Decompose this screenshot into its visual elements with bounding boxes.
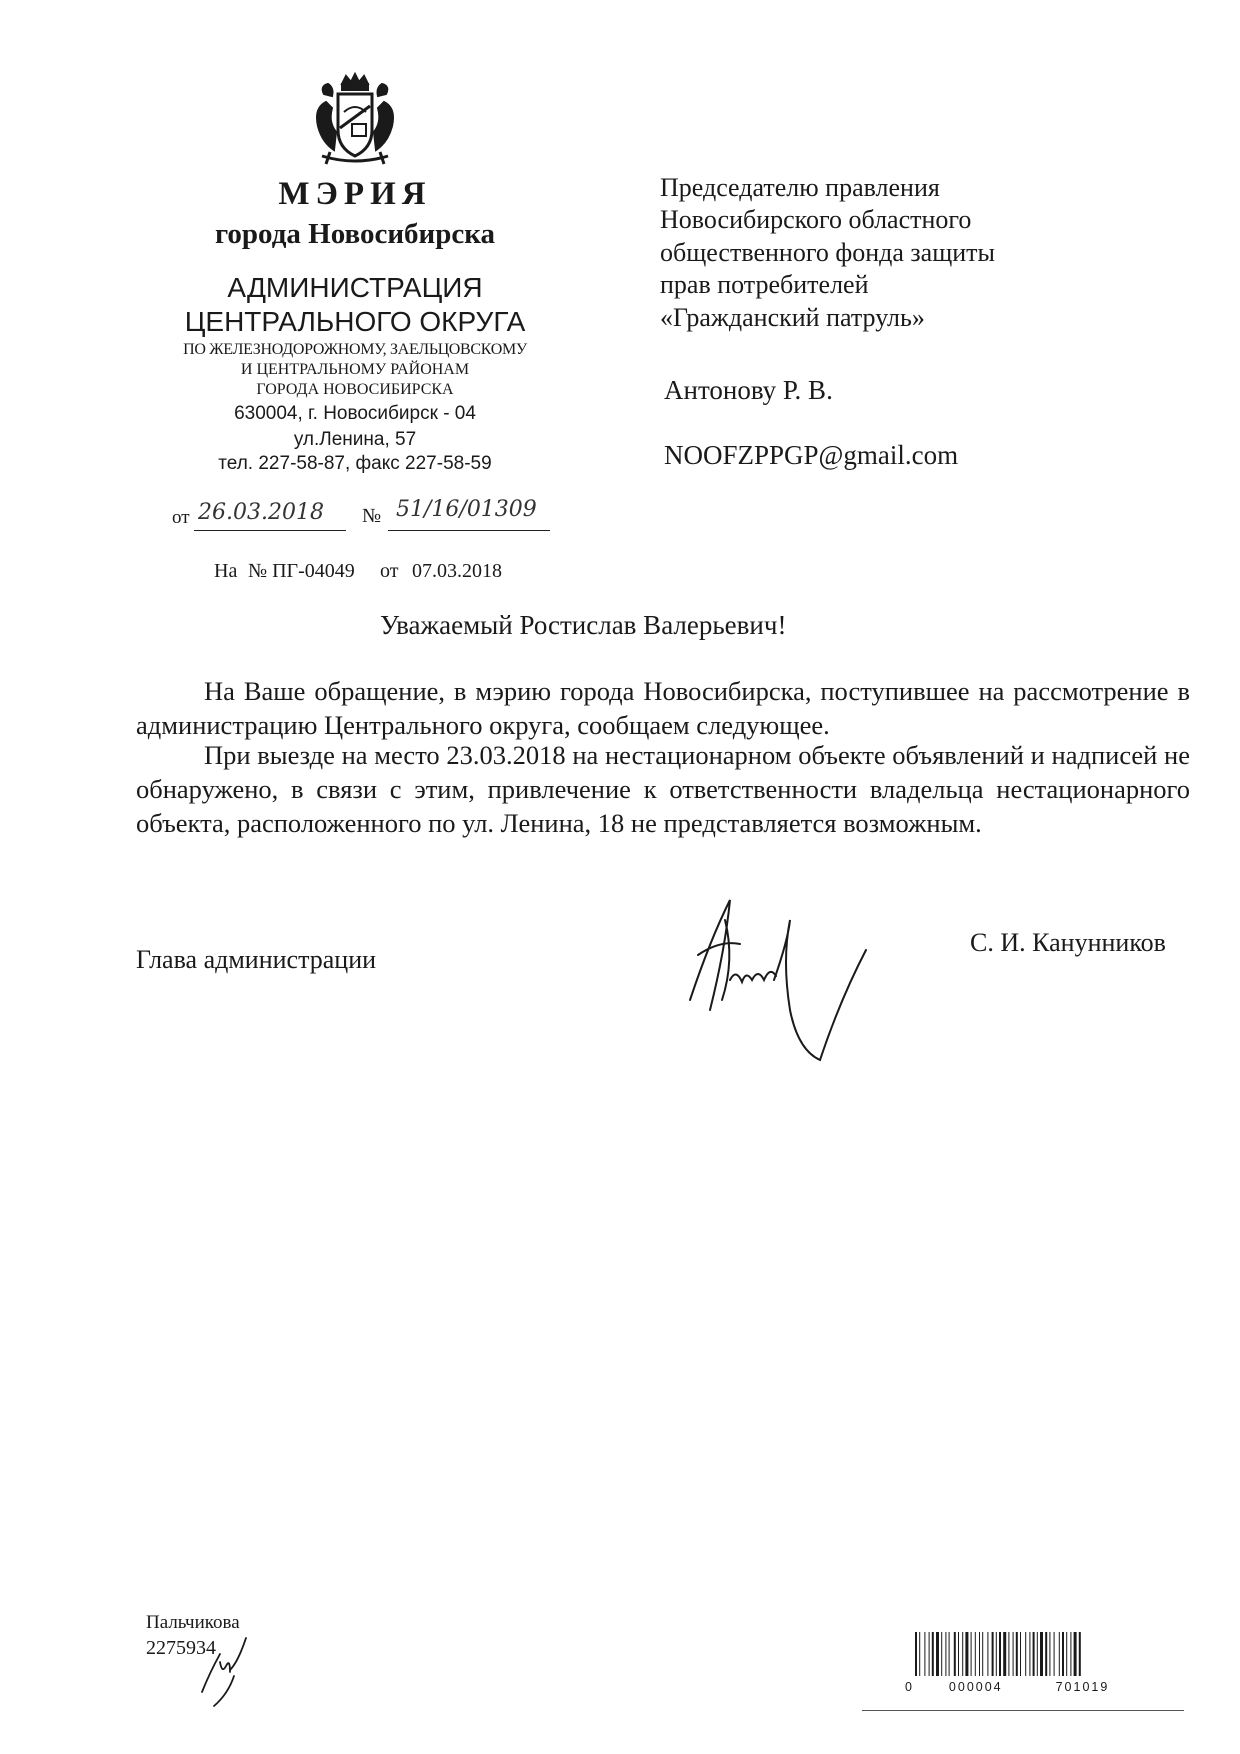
recipient-line: Новосибирского областного <box>660 205 972 234</box>
barcode-bar <box>987 1632 988 1676</box>
barcode-bar <box>1062 1632 1064 1676</box>
signatory-title: Глава администрации <box>136 945 377 974</box>
barcode-bar <box>919 1632 920 1676</box>
city-coat-of-arms-icon <box>304 72 407 172</box>
barcode-bar <box>924 1632 925 1676</box>
barcode-bar <box>992 1632 994 1676</box>
org-title: МЭРИЯ <box>278 176 432 212</box>
barcode-bar <box>1037 1632 1038 1676</box>
admin-name-line: АДМИНИСТРАЦИЯ <box>227 272 483 303</box>
signatory-name: С. И. Канунников <box>970 928 1166 957</box>
barcode-digit-group: 0 <box>905 1680 914 1694</box>
registration-date-line <box>194 530 346 531</box>
barcode-bar <box>999 1632 1001 1676</box>
registration-number-label: № <box>362 505 382 527</box>
barcode-bar <box>941 1632 942 1676</box>
contact-line: тел. 227-58-87, факс 227-58-59 <box>218 453 492 474</box>
barcode-bar <box>1008 1632 1009 1676</box>
barcode-bar <box>996 1632 997 1676</box>
executor-initials <box>190 1622 280 1712</box>
admin-name-line: ГОРОДА НОВОСИБИРСКА <box>256 381 454 398</box>
admin-name-line: ПО ЖЕЛЕЗНОДОРОЖНОМУ, ЗАЕЛЬЦОВСКОМУ <box>183 341 527 358</box>
recipient-email: NOOFZPPGP@gmail.com <box>664 440 959 470</box>
barcode-bar <box>945 1632 946 1676</box>
barcode-bar <box>932 1632 934 1676</box>
salutation: Уважаемый Ростислав Валерьевич! <box>380 610 787 640</box>
barcode-bar <box>1020 1632 1021 1676</box>
barcode-bar <box>1045 1632 1047 1676</box>
barcode-bar <box>1054 1632 1055 1676</box>
registration-date: 26.03.2018 <box>198 500 324 525</box>
barcode-bar <box>1003 1632 1006 1676</box>
body-paragraph: При выезде на место 23.03.2018 на нестационарном объекте объявлений и надписей не обнаружено, в связи с этим, привлечение к ответственности владельца нестационарного объекта, расположенного по ул. Ленина, 18 не представляется возможным. <box>136 740 1190 838</box>
barcode-bar <box>1025 1632 1026 1676</box>
barcode-digit-group: 701019 <box>1055 1680 1110 1694</box>
barcode-bar <box>965 1632 968 1676</box>
barcode-bar <box>1074 1632 1077 1676</box>
registration-number: 51/16/01309 <box>396 497 537 522</box>
barcode-bar <box>975 1632 976 1676</box>
barcode-bar <box>1066 1632 1067 1676</box>
barcode-bar <box>971 1632 972 1676</box>
handwritten-signature <box>670 880 900 1100</box>
recipient-line: общественного фонда защиты <box>660 238 995 267</box>
barcode-digit-group: 000004 <box>948 1680 1003 1694</box>
barcode-bar <box>1013 1632 1014 1676</box>
barcode-bar <box>915 1632 917 1676</box>
barcode-bar <box>1059 1632 1060 1676</box>
document-barcode <box>915 1632 1165 1684</box>
executor-name: Пальчикова <box>146 1612 240 1633</box>
reference-number: № ПГ-04049 <box>248 560 355 582</box>
bottom-rule <box>862 1710 1184 1711</box>
registration-date-label: от <box>172 507 190 528</box>
recipient-line: Председателю правления <box>660 173 940 202</box>
recipient-line: «Гражданский патруль» <box>660 303 925 332</box>
reference-date: 07.03.2018 <box>412 560 502 582</box>
reference-date-label: от <box>380 560 399 582</box>
barcode-bar <box>1033 1632 1035 1676</box>
admin-name-line: И ЦЕНТРАЛЬНОМУ РАЙОНАМ <box>240 361 470 378</box>
barcode-bar <box>1016 1632 1018 1676</box>
recipient-name: Антонову Р. В. <box>664 375 833 405</box>
barcode-bar <box>962 1632 963 1676</box>
org-city: города Новосибирска <box>214 218 496 250</box>
address-line: 630004, г. Новосибирск - 04 <box>234 403 476 424</box>
barcode-bar <box>982 1632 983 1676</box>
barcode-bar <box>1079 1632 1081 1676</box>
barcode-digits <box>905 1680 1175 1694</box>
barcode-bar <box>954 1632 956 1676</box>
barcode-bar <box>979 1632 980 1676</box>
admin-name-line: ЦЕНТРАЛЬНОГО ОКРУГА <box>184 306 526 337</box>
barcode-bar <box>958 1632 959 1676</box>
registration-number-line <box>388 530 550 531</box>
barcode-bar <box>949 1632 950 1676</box>
recipient-line: прав потребителей <box>660 270 869 299</box>
barcode-bar <box>929 1632 930 1676</box>
barcode-bar <box>1029 1632 1030 1676</box>
reference-label: На <box>214 560 238 582</box>
barcode-bar <box>1049 1632 1050 1676</box>
body-paragraph: На Ваше обращение, в мэрию города Новосибирска, поступившее на рассмотрение в администрацию Центрального округа, сообщаем следующее. <box>136 676 1190 740</box>
barcode-bar <box>1070 1632 1071 1676</box>
address-line: ул.Ленина, 57 <box>293 429 417 450</box>
executor-phone: 2275934 <box>146 1637 216 1659</box>
barcode-bar <box>1040 1632 1043 1676</box>
barcode-bar <box>936 1632 939 1676</box>
